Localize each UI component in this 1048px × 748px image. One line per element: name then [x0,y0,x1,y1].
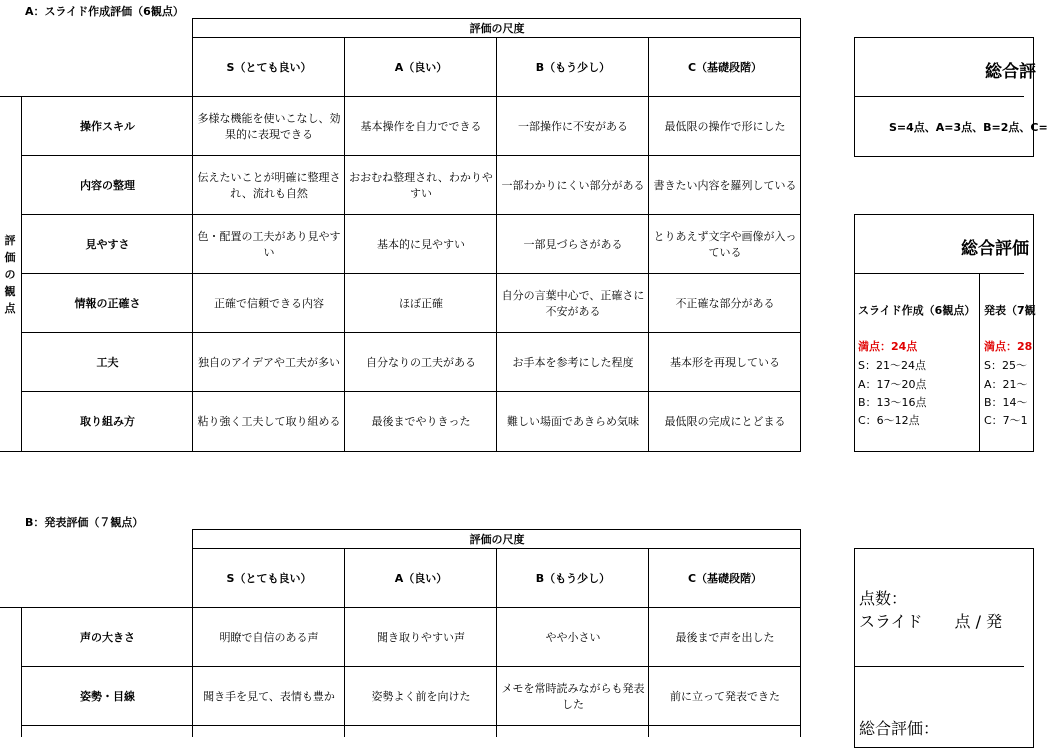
score-label: 点数： [859,589,908,608]
grid-line [854,273,1024,274]
grid-line [22,273,801,274]
grid-line [344,37,345,452]
row-label: 見やすさ [85,237,130,251]
grid-line [344,548,345,737]
row-label: 操作スキル [80,119,135,133]
presentation-criteria-heading: 発表（7観 [984,304,1036,317]
slide-grade-a: A：17〜20点 [858,378,927,391]
cell-a: 姿勢よく前を向けた [371,689,471,703]
cell-c: 書きたい内容を羅列している [653,178,797,192]
section-b-level-s: S（とても良い） [226,571,312,585]
section-b-level-a: A（良い） [394,571,448,585]
presentation-grade-a: A：21〜 [984,378,1028,391]
grid-line [0,96,801,97]
overall-label: 総合評価： [859,719,940,738]
overall-criteria-title: 総合評価 [961,239,1029,259]
grid-line [193,548,801,549]
slide-grade-c: C：6〜12点 [858,414,920,427]
grid-line [22,155,801,156]
grid-line [192,18,193,452]
presentation-full-score: 満点：28 [984,340,1033,353]
cell-c: 前に立って発表できた [670,689,780,703]
grid-line [193,529,801,530]
presentation-grade-s: S：25〜 [984,359,1027,372]
cell-s: 聞き手を見て、表情も豊か [203,689,335,703]
cell-a: 聞き取りやすい声 [377,630,465,644]
cell-c: 最低限の操作で形にした [664,119,786,133]
cell-s: 正確で信頼できる内容 [214,296,324,310]
grid-line [193,18,801,19]
slide-grade-b: B：13〜16点 [858,396,927,409]
grid-line [0,607,801,608]
grid-line [192,529,193,737]
cell-b: 一部わかりにくい部分がある [501,178,645,192]
cell-a: 基本操作を自力でできる [360,119,482,133]
grid-line [22,214,801,215]
grid-line [800,529,801,737]
section-a-level-s: S（とても良い） [226,60,312,74]
cell-a: 自分なりの工夫がある [366,355,476,369]
cell-b: 自分の言葉中心で、正確さに不安がある [501,288,645,318]
grid-line [193,37,801,38]
cell-c: とりあえず文字や画像が入っている [653,229,797,259]
row-label: 姿勢・目線 [80,689,135,703]
cell-a: 基本的に見やすい [377,237,465,251]
presentation-grade-c: C：7〜1 [984,414,1028,427]
cell-s: 粘り強く工夫して取り組める [197,415,341,429]
slide-criteria-heading: スライド作成（6観点） [858,304,976,317]
cell-b: メモを常時読みながらも発表した [501,681,645,711]
cell-b: 一部操作に不安がある [518,119,628,133]
row-label: 工夫 [96,355,119,369]
slide-grade-s: S：21〜24点 [858,359,926,372]
row-label: 内容の整理 [80,178,135,192]
grid-line [496,548,497,737]
grid-line [854,666,1024,667]
grid-line [22,725,801,726]
scoring-rule-title: 総合評 [985,62,1036,82]
section-b-scale-header: 評価の尺度 [469,532,525,546]
section-a-scale-header: 評価の尺度 [469,21,525,35]
grid-line [22,332,801,333]
grid-line [648,548,649,737]
cell-s: 明瞭で自信のある声 [219,630,319,644]
grid-line [648,37,649,452]
row-label: 声の大きさ [80,630,135,644]
cell-c: 最低限の完成にとどまる [664,415,786,429]
score-line: スライド 点 / 発 [859,612,1003,631]
cell-a: ほぼ正確 [399,296,443,310]
scoring-rule-text: S=4点、A=3点、B=2点、C= [889,121,1048,134]
section-b-level-b: B（もう少し） [535,571,611,585]
cell-c: 基本形を再現している [670,355,780,369]
section-a-level-c: C（基礎段階） [687,60,763,74]
presentation-grade-b: B：14〜 [984,396,1028,409]
cell-b: 一部見づらさがある [523,237,623,251]
grid-line [979,273,980,452]
section-a-title: A：スライド作成評価（6観点） [25,5,184,18]
row-label: 取り組み方 [80,415,135,429]
cell-c: 不正確な部分がある [675,296,775,310]
grid-line [21,96,22,452]
cell-a: 最後までやりきった [371,415,471,429]
cell-c: 最後まで声を出した [675,630,775,644]
grid-line [22,666,801,667]
cell-b: 難しい場面であきらめ気味 [507,415,639,429]
grid-line [800,18,801,452]
cell-b: お手本を参考にした程度 [512,355,634,369]
grid-line [854,96,1024,97]
grid-line [496,37,497,452]
cell-a: おおむね整理され、わかりやすい [349,170,493,200]
scoring-rule-box [854,37,1034,157]
grid-line [0,451,801,452]
section-a-axis-label: 評 価 の 観 点 [4,233,16,316]
cell-s: 色・配置の工夫があり見やすい [197,229,341,259]
cell-s: 独自のアイデアや工夫が多い [197,355,340,369]
section-a-level-a: A（良い） [394,60,448,74]
section-b-level-c: C（基礎段階） [687,571,763,585]
grid-line [21,607,22,737]
cell-s: 多様な機能を使いこなし、効果的に表現できる [197,111,341,141]
cell-s: 伝えたいことが明確に整理され、流れも自然 [197,170,341,200]
section-b-title: B：発表評価（７観点） [25,516,144,529]
slide-full-score: 満点：24点 [858,340,918,353]
grid-line [22,391,801,392]
row-label: 情報の正確さ [74,296,141,310]
cell-b: やや小さい [545,630,601,644]
section-a-level-b: B（もう少し） [535,60,611,74]
